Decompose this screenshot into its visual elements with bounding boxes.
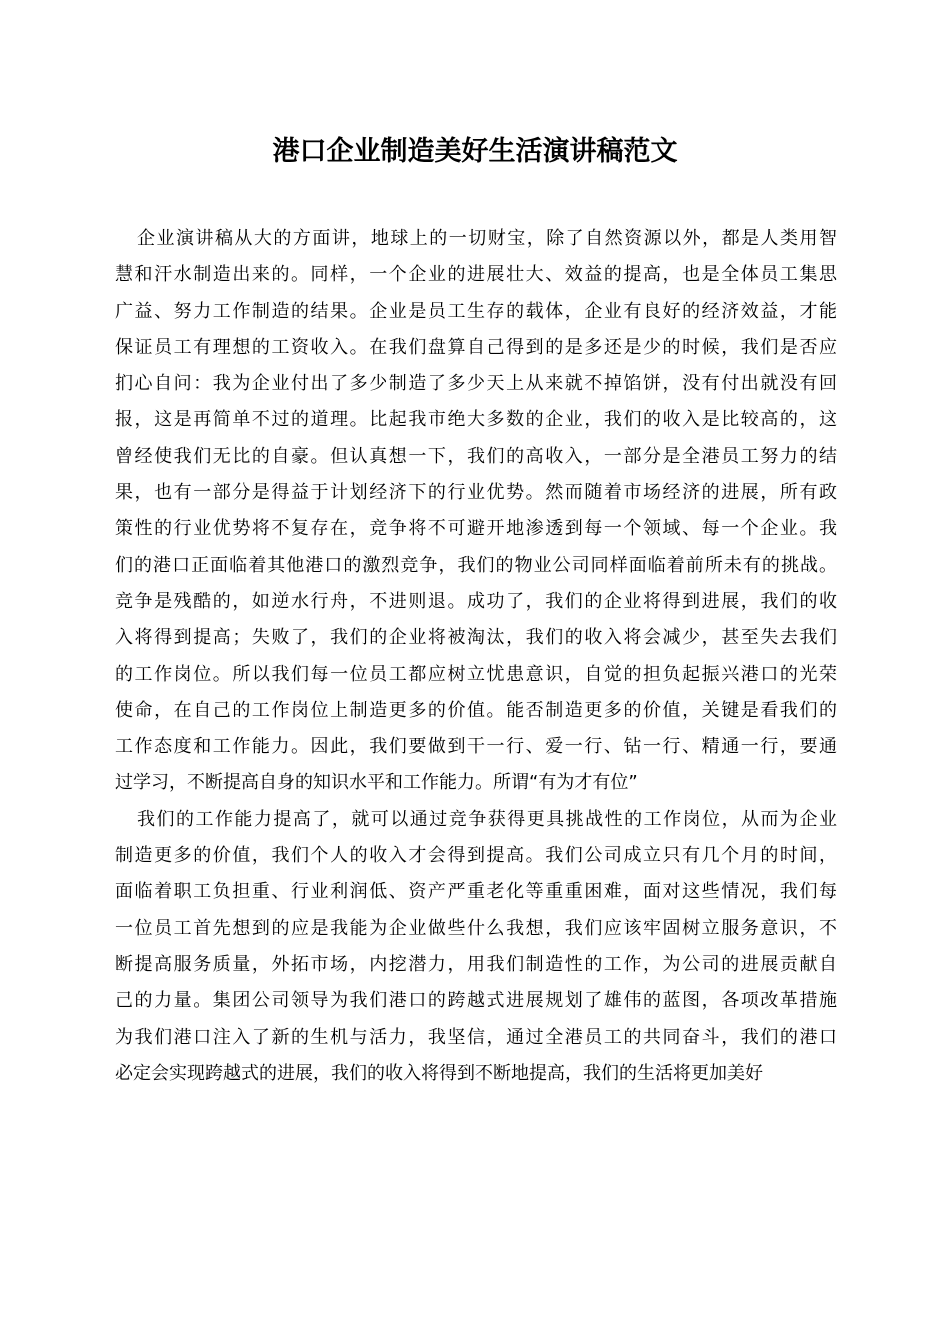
- document-title: 港口企业制造美好生活演讲稿范文: [272, 136, 678, 167]
- text-line: 使命，在自己的工作岗位上制造更多的价值。能否制造更多的价值，关键是看我们的: [115, 699, 837, 721]
- text-line: 保证员工有理想的工资收入。在我们盘算自己得到的是多还是少的时候，我们是否应: [115, 336, 837, 358]
- text-line: 企业演讲稿从大的方面讲，地球上的一切财宝，除了自然资源以外，都是人类用智: [137, 228, 837, 249]
- text-line: 曾经使我们无比的自豪。但认真想一下，我们的高收入，一部分是全港员工努力的结: [115, 445, 837, 467]
- text-line: 为我们港口注入了新的生机与活力，我坚信，通过全港员工的共同奋斗，我们的港口: [115, 1026, 837, 1048]
- paragraph-2: [115, 802, 837, 1092]
- text-line: 果，也有一部分是得益于计划经济下的行业优势。然而随着市场经济的进展，所有政: [115, 482, 837, 504]
- text-line: 竞争是残酷的，如逆水行舟，不进则退。成功了，我们的企业将得到进展，我们的收: [115, 590, 837, 612]
- text-line: 们的港口正面临着其他港口的激烈竞争，我们的物业公司同样面临着前所未有的挑战。: [115, 554, 837, 576]
- text-line: 工作态度和工作能力。因此，我们要做到干一行、爱一行、钻一行、精通一行，要通: [115, 736, 837, 758]
- text-line: 策性的行业优势将不复存在，竞争将不可避开地渗透到每一个领域、每一个企业。我: [115, 518, 837, 540]
- text-line: 己的力量。集团公司领导为我们港口的跨越式进展规划了雄伟的蓝图，各项改革措施: [115, 990, 837, 1012]
- paragraph-1: [115, 221, 837, 802]
- text-line: 面临着职工负担重、行业利润低、资产严重老化等重重困难，面对这些情况，我们每: [115, 881, 837, 903]
- text-line: 过学习，不断提高自身的知识水平和工作能力。所谓“有为才有位”: [115, 772, 638, 794]
- text-line: 我们的工作能力提高了，就可以通过竞争获得更具挑战性的工作岗位，从而为企业: [137, 808, 837, 830]
- text-line: 扪心自问：我为企业付出了多少制造了多少天上从来就不掉馅饼，没有付出就没有回: [115, 373, 837, 395]
- text-line: 入将得到提高；失败了，我们的企业将被淘汰，我们的收入将会减少，甚至失去我们: [115, 627, 837, 649]
- document-body: [115, 221, 837, 1092]
- text-line: 一位员工首先想到的应是我能为企业做些什么我想，我们应该牢固树立服务意识，不: [115, 917, 837, 939]
- text-line: 必定会实现跨越式的进展，我们的收入将得到不断地提高，我们的生活将更加美好: [115, 1062, 763, 1084]
- text-line: 广益、努力工作制造的结果。企业是员工生存的载体，企业有良好的经济效益，才能: [115, 300, 837, 322]
- text-line: 慧和汗水制造出来的。同样，一个企业的进展壮大、效益的提高，也是全体员工集思: [115, 264, 837, 286]
- text-line: 报，这是再简单不过的道理。比起我市绝大多数的企业，我们的收入是比较高的，这: [115, 409, 837, 431]
- text-line: 断提高服务质量，外拓市场，内挖潜力，用我们制造性的工作，为公司的进展贡献自: [115, 953, 837, 975]
- text-line: 制造更多的价值，我们个人的收入才会得到提高。我们公司成立只有几个月的时间，: [115, 845, 837, 867]
- text-line: 的工作岗位。所以我们每一位员工都应树立忧患意识，自觉的担负起振兴港口的光荣: [115, 663, 837, 685]
